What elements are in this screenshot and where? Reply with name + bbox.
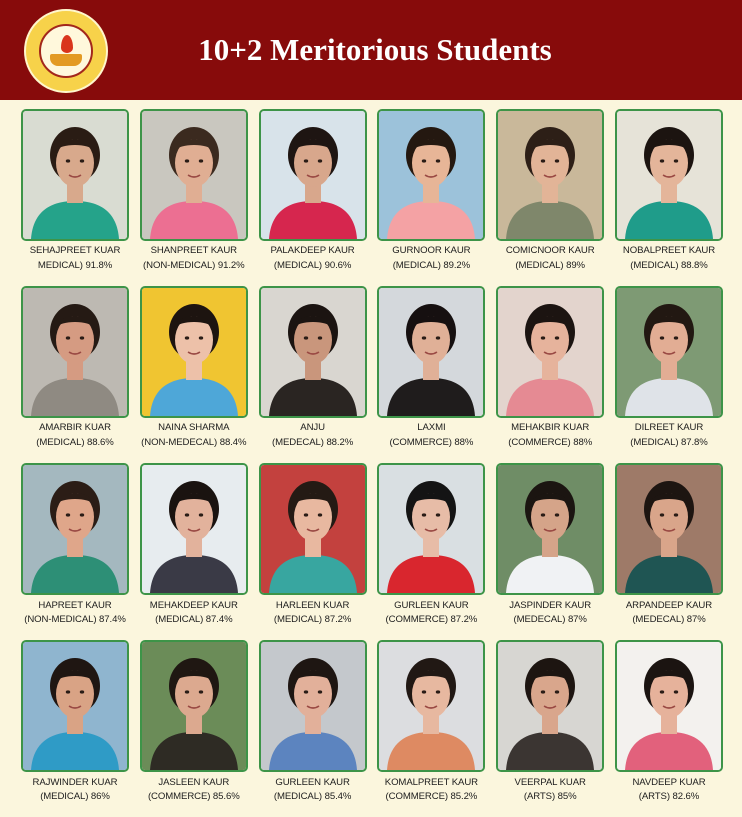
student-name: ARPANDEEP KAUR	[625, 600, 713, 611]
student-card	[259, 109, 367, 286]
student-card	[496, 109, 604, 286]
student-card	[259, 286, 367, 463]
student-stream-score: (COMMERCE) 88%	[508, 437, 593, 448]
student-photo	[377, 640, 485, 772]
portrait-image	[379, 288, 483, 416]
student-stream-score: (MEDICAL) 86%	[40, 791, 110, 802]
portrait-image	[617, 111, 721, 239]
student-name: SEHAJPREET KUAR	[29, 245, 121, 256]
student-stream-score: (MEDICAL) 90.6%	[273, 260, 352, 271]
portrait-image	[261, 111, 365, 239]
student-stream-score: (COMMERCE) 88%	[389, 437, 474, 448]
student-name: NAVDEEP KUAR	[632, 777, 706, 788]
portrait-image	[617, 288, 721, 416]
portrait-image	[142, 642, 246, 770]
student-stream-score: (NON-MEDICAL) 91.2%	[143, 260, 245, 271]
student-card	[140, 286, 248, 463]
student-card	[615, 640, 723, 817]
student-card	[21, 640, 129, 817]
portrait-image	[379, 465, 483, 593]
student-photo	[377, 286, 485, 418]
student-card	[615, 109, 723, 286]
students-grid	[21, 109, 723, 817]
student-photo	[615, 640, 723, 772]
student-card	[21, 286, 129, 463]
portrait-image	[142, 465, 246, 593]
student-card	[21, 463, 129, 640]
student-stream-score: (COMMERCE) 87.2%	[385, 614, 478, 625]
student-photo	[21, 286, 129, 418]
student-photo	[140, 109, 248, 241]
student-stream-score: (COMMERCE) 85.2%	[385, 791, 478, 802]
student-name: DILREET KAUR	[634, 422, 704, 433]
student-card	[496, 286, 604, 463]
portrait-image	[261, 465, 365, 593]
page-title: 10+2 Meritorious Students	[198, 32, 552, 67]
student-name: JASPINDER KAUR	[509, 600, 592, 611]
student-card	[615, 463, 723, 640]
student-card	[377, 640, 485, 817]
student-name: KOMALPREET KAUR	[384, 777, 478, 788]
student-photo	[496, 463, 604, 595]
student-name: HARLEEN KUAR	[275, 600, 350, 611]
student-photo	[377, 109, 485, 241]
student-name: MEHAKBIR KUAR	[511, 422, 590, 433]
student-photo	[140, 640, 248, 772]
student-photo	[377, 463, 485, 595]
student-stream-score: (ARTS) 85%	[523, 791, 577, 802]
student-photo	[615, 463, 723, 595]
student-stream-score: MEDICAL) 91.8%	[37, 260, 113, 271]
student-photo	[496, 109, 604, 241]
portrait-image	[617, 642, 721, 770]
student-name: SHANPREET KAUR	[150, 245, 237, 256]
student-photo	[615, 109, 723, 241]
student-name: NOBALPREET KAUR	[622, 245, 716, 256]
student-photo	[21, 463, 129, 595]
student-card	[140, 109, 248, 286]
portrait-image	[498, 465, 602, 593]
student-card	[377, 109, 485, 286]
student-stream-score: (MEDECAL) 87%	[632, 614, 706, 625]
school-logo	[24, 9, 108, 93]
student-stream-score: (ARTS) 82.6%	[638, 791, 700, 802]
student-name: RAJWINDER KUAR	[32, 777, 118, 788]
student-card	[377, 286, 485, 463]
student-stream-score: (NON-MEDICAL) 87.4%	[24, 614, 126, 625]
student-photo	[21, 109, 129, 241]
portrait-image	[142, 288, 246, 416]
portrait-image	[23, 111, 127, 239]
flame-icon	[61, 35, 73, 53]
student-stream-score: (MEDICAL) 85.4%	[273, 791, 352, 802]
student-stream-score: (NON-MEDECAL) 88.4%	[141, 437, 247, 448]
portrait-image	[23, 288, 127, 416]
page-header	[0, 0, 742, 100]
student-card	[259, 463, 367, 640]
student-name: GURNOOR KAUR	[392, 245, 471, 256]
student-photo	[496, 640, 604, 772]
student-name: LAXMI	[417, 422, 446, 433]
portrait-image	[498, 288, 602, 416]
student-photo	[259, 109, 367, 241]
student-card	[496, 640, 604, 817]
student-card	[21, 109, 129, 286]
student-photo	[21, 640, 129, 772]
student-stream-score: (MEDICAL) 89.2%	[392, 260, 471, 271]
student-name: GURLEEN KAUR	[394, 600, 469, 611]
student-photo	[140, 463, 248, 595]
student-name: GURLEEN KAUR	[275, 777, 350, 788]
logo-emblem	[39, 24, 93, 78]
student-photo	[140, 286, 248, 418]
portrait-image	[498, 111, 602, 239]
book-icon	[50, 54, 82, 66]
student-name: JASLEEN KAUR	[158, 777, 230, 788]
portrait-image	[379, 111, 483, 239]
student-card	[377, 463, 485, 640]
student-name: NAINA SHARMA	[158, 422, 230, 433]
portrait-image	[498, 642, 602, 770]
student-stream-score: (MEDECAL) 87%	[513, 614, 587, 625]
student-name: COMICNOOR KAUR	[505, 245, 595, 256]
student-card	[259, 640, 367, 817]
student-name: HAPREET KAUR	[38, 600, 112, 611]
student-name: VEERPAL KUAR	[514, 777, 586, 788]
student-card	[140, 640, 248, 817]
student-photo	[615, 286, 723, 418]
student-stream-score: (MEDICAL) 87.4%	[155, 614, 233, 625]
student-card	[496, 463, 604, 640]
portrait-image	[617, 465, 721, 593]
student-stream-score: (MEDICAL) 87.8%	[630, 437, 708, 448]
portrait-image	[142, 111, 246, 239]
student-photo	[496, 286, 604, 418]
student-stream-score: (COMMERCE) 85.6%	[147, 791, 240, 802]
portrait-image	[261, 288, 365, 416]
student-stream-score: (MEDECAL) 88.2%	[272, 437, 354, 448]
portrait-image	[261, 642, 365, 770]
student-stream-score: (MEDICAL) 88.8%	[630, 260, 708, 271]
student-photo	[259, 286, 367, 418]
student-stream-score: (MEDICAL) 87.2%	[273, 614, 352, 625]
student-photo	[259, 463, 367, 595]
student-stream-score: (MEDICAL) 88.6%	[36, 437, 114, 448]
student-name: MEHAKDEEP KAUR	[149, 600, 238, 611]
student-name: ANJU	[300, 422, 325, 433]
student-name: PALAKDEEP KAUR	[270, 245, 355, 256]
student-card	[140, 463, 248, 640]
portrait-image	[23, 642, 127, 770]
portrait-image	[379, 642, 483, 770]
student-card	[615, 286, 723, 463]
student-stream-score: (MEDICAL) 89%	[515, 260, 585, 271]
portrait-image	[23, 465, 127, 593]
student-name: AMARBIR KUAR	[39, 422, 111, 433]
student-photo	[259, 640, 367, 772]
